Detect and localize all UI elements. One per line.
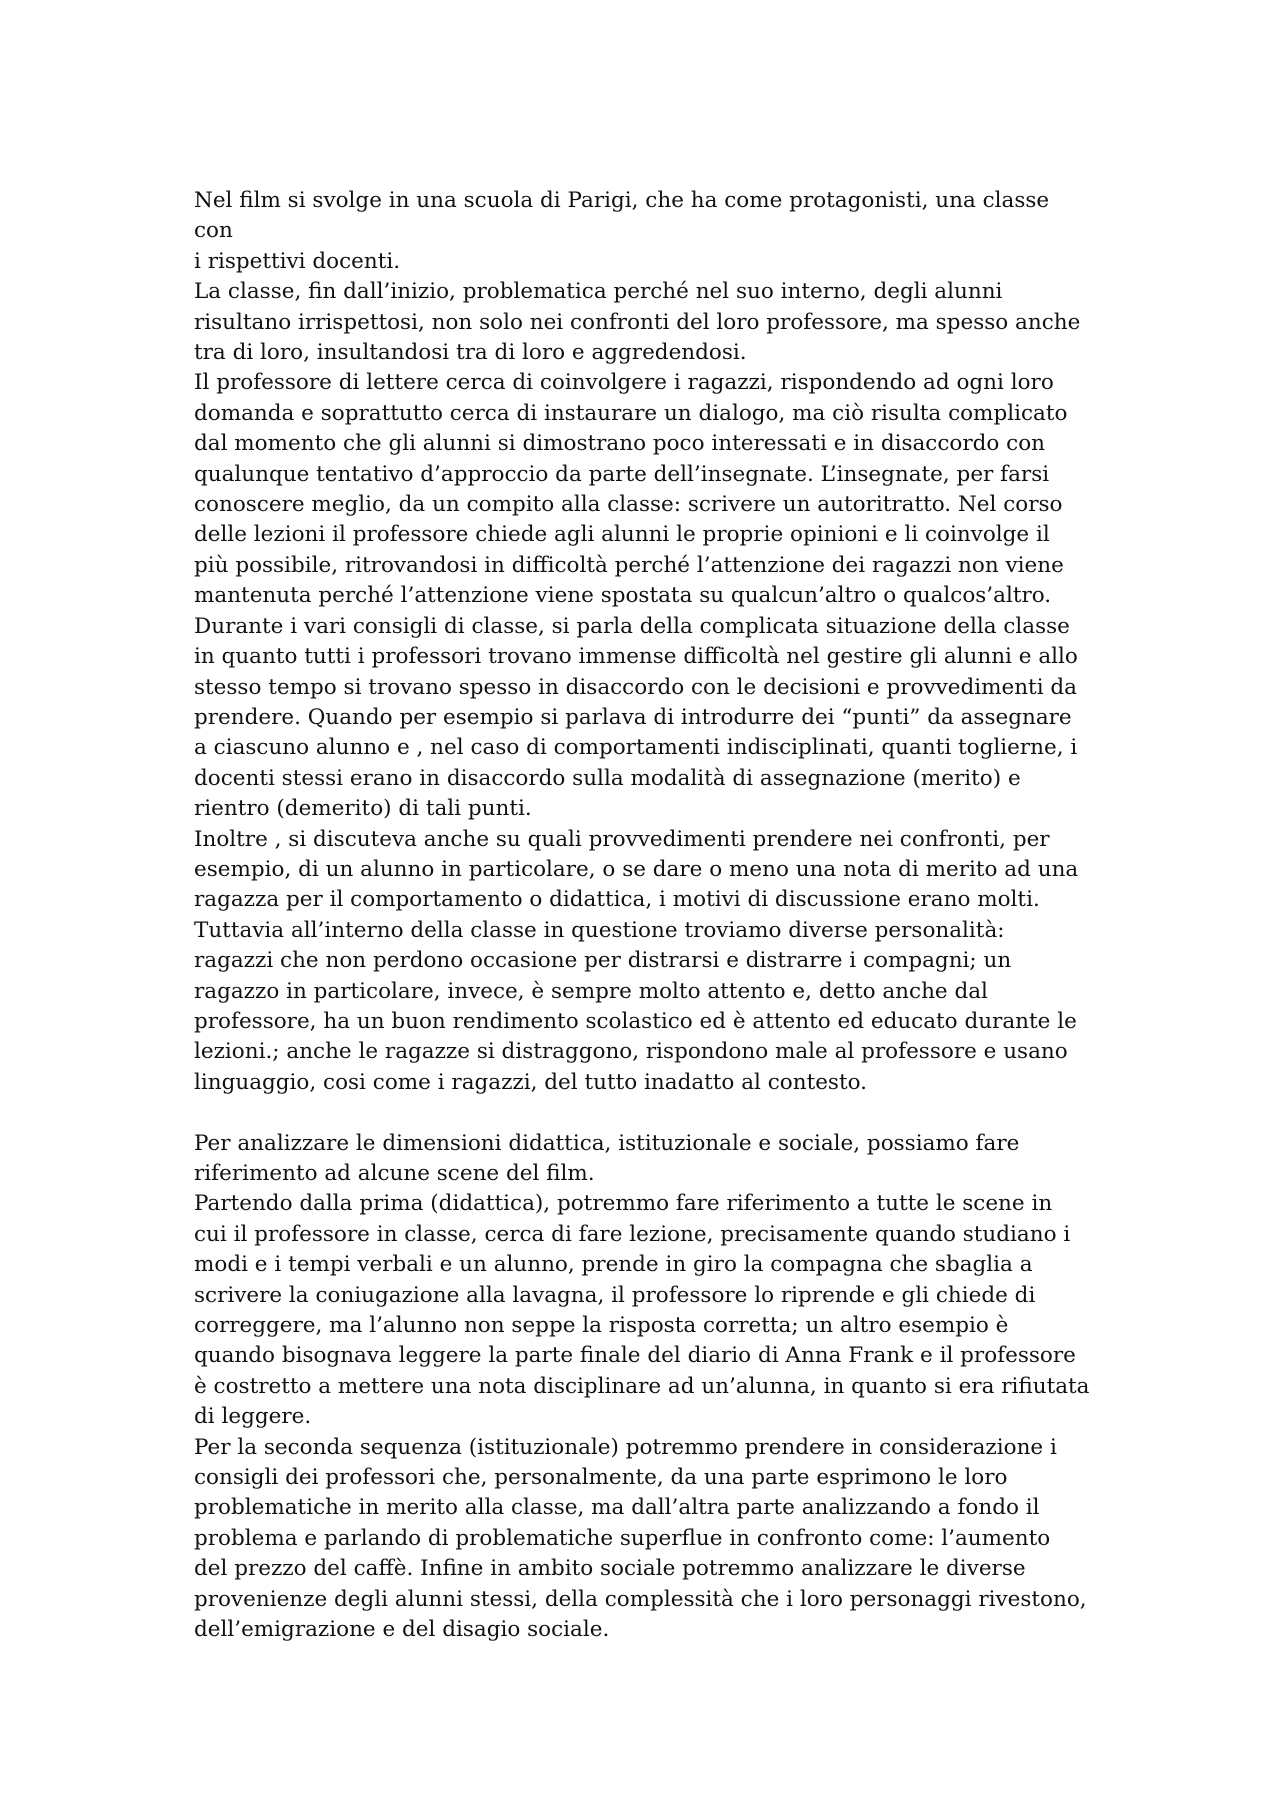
paragraph-spacer [194,1098,1094,1128]
paragraph-personalities: Inoltre , si discuteva anche su quali provvedimenti prendere nei confronti, per esempio, di un alunno in particolare, o se dare o meno una nota di merito ad una ragazza per il comportamento o didattica, i motivi di discussione erano molti. Tuttavia all’interno della classe in questione troviamo diverse personalità: ragazzi che non perdono occasione per distrarsi e distrarre i compagni; un ragazzo in particolare, invece, è sempre molto attento e, detto anche dal professore, ha un buon rendimento scolastico ed è attento ed educato durante le lezioni.; anche le ragazze si distraggono, rispondono male al professore e usano linguaggio, cosi come i ragazzi, del tutto inadatto al contesto. [194,826,1079,1095]
paragraph-intro: Nel film si svolge in una scuola di Parigi, che ha come protagonisti, una classe con i rispettivi docenti. [194,188,1050,274]
paragraph-dimensions-intro: Per analizzare le dimensioni didattica, istituzionale e sociale, possiamo fare riferimento ad alcune scene del film. [194,1130,1020,1186]
paragraph-didactic-dimension: Partendo dalla prima (didattica), potremmo fare riferimento a tutte le scene in cui il professore in classe, cerca di fare lezione, precisamente quando studiano i modi e i tempi verbali e un alunno, prende in giro la compagna che sbaglia a scrivere la coniugazione alla lavagna, il professore lo riprende e gli chiede di correggere, ma l’alunno non seppe la risposta corretta; un altro esempio è quando bisognava leggere la parte finale del diario di Anna Frank e il professore è costretto a mettere una nota disciplinare ad un’alunna, in quanto si era rifiutata di leggere. [194,1191,1090,1430]
paragraph-class-description: La classe, fin dall’inizio, problematica perché nel suo interno, degli alunni risultano irrispettosi, non solo nei confronti del loro professore, ma spesso anche tra di loro, insultandosi tra di loro e aggredendosi. [194,279,1081,366]
paragraph-institutional-social-dimension: Per la seconda sequenza (istituzionale) potremmo prendere in considerazione i consigli dei professori che, personalmente, da una parte esprimono le loro problematiche in merito alla classe, ma dall’altra parte analizzando a fondo il problema e parlando di problematiche superflue in confronto come: l’aumento del prezzo del caffè. Infine in ambito sociale potremmo analizzare le diverse provenienze degli alunni stessi, della complessità che i loro personaggi rivestono, dell’emigrazione e del disagio sociale. [194,1434,1087,1643]
document-body [194,186,1094,1645]
paragraph-teacher-and-councils: Il professore di lettere cerca di coinvolgere i ragazzi, rispondendo ad ogni loro domanda e soprattutto cerca di instaurare un dialogo, ma ciò risulta complicato dal momento che gli alunni si dimostrano poco interessati e in disaccordo con qualunque tentativo d’approccio da parte dell’insegnate. L’insegnate, per farsi conoscere meglio, da un compito alla classe: scrivere un autoritratto. Nel corso delle lezioni il professore chiede agli alunni le proprie opinioni e li coinvolge il più possibile, ritrovandosi in difficoltà perché l’attenzione dei ragazzi non viene mantenuta perché l’attenzione viene spostata su qualcun’altro o qualcos’altro. Durante i vari consigli di classe, si parla della complicata situazione della classe in quanto tutti i professori trovano immense difficoltà nel gestire gli alunni e allo stesso tempo si trovano spesso in disaccordo con le decisioni e provvedimenti da prendere. Quando per esempio si parlava di introdurre dei “punti” da assegnare a ciascuno alunno e , nel caso di comportamenti indisciplinati, quanti toglierne, i docenti stessi erano in disaccordo sulla modalità di assegnazione (merito) e rientro (demerito) di tali punti. [194,370,1078,822]
